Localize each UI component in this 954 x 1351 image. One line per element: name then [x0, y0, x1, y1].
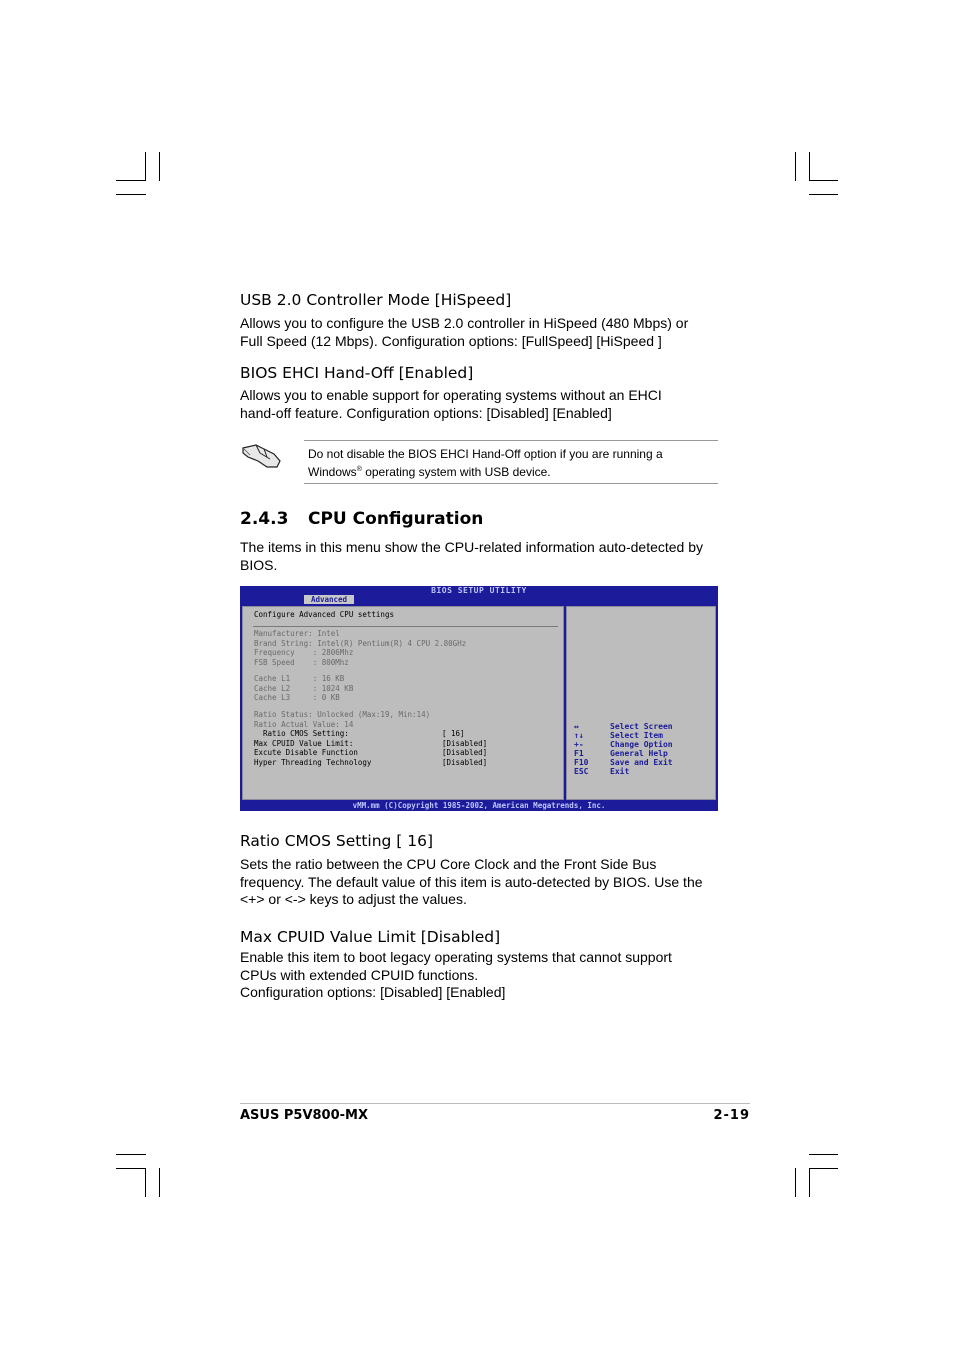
- crop-mark: [809, 1168, 838, 1169]
- key-arrows-ud: ↑↓: [574, 731, 584, 740]
- bios-frequency: Frequency : 2806Mhz: [254, 648, 354, 658]
- bios-panel-heading: Configure Advanced CPU settings: [254, 610, 394, 619]
- crop-mark: [795, 1168, 796, 1197]
- note-hand-icon: [240, 440, 284, 470]
- bios-ratio-actual: Ratio Actual Value: 14: [254, 719, 354, 729]
- bios-execute-disable-value[interactable]: [Disabled]: [442, 748, 488, 758]
- crop-mark: [159, 1168, 160, 1197]
- max-cpuid-heading: Max CPUID Value Limit [Disabled]: [240, 928, 501, 946]
- key-arrows-lr: ↔: [574, 722, 579, 731]
- bios-brand-string: Brand String: Intel(R) Pentium(R) 4 CPU 2.80GHz: [254, 638, 467, 648]
- ratio-cmos-text: Sets the ratio between the CPU Core Clock and the Front Side Bus frequency. The default value of this item is auto-detected by BIOS. Use the <+> or <-> keys to adjust the values.: [240, 856, 703, 907]
- bios-ratio-cmos-value[interactable]: [ 16]: [442, 729, 465, 739]
- registered-mark: ®: [356, 466, 362, 473]
- bios-ehci-text: Allows you to enable support for operating systems without an EHCI hand-off feature. Configuration options: [Disabled] [Enabled]: [240, 387, 662, 421]
- bios-separator: [253, 626, 558, 627]
- section-number: 2.4.3: [240, 509, 289, 529]
- bios-screenshot: [240, 586, 718, 811]
- crop-mark: [809, 1168, 810, 1197]
- usb-controller-heading: USB 2.0 Controller Mode [HiSpeed]: [240, 291, 512, 309]
- bios-ratio-status: Ratio Status: Unlocked (Max:19, Min:14): [254, 710, 431, 719]
- bios-copyright: vMM.mm (C)Copyright 1985-2002, American Megatrends, Inc.: [352, 801, 606, 810]
- bios-execute-disable-label[interactable]: Excute Disable Function: [254, 748, 358, 758]
- bios-max-cpuid-value[interactable]: [Disabled]: [442, 738, 488, 748]
- footer-model: ASUS P5V800-MX: [240, 1108, 368, 1123]
- crop-mark: [809, 1154, 838, 1155]
- crop-mark: [159, 152, 160, 181]
- usb-controller-text: Allows you to configure the USB 2.0 controller in HiSpeed (480 Mbps) or Full Speed (12 Mbps). Configuration options: [FullSpeed] [HiSpeed ]: [240, 315, 689, 349]
- bios-key-descriptions: Select Screen Select Item Change Option General Help Save and Exit Exit: [610, 722, 673, 776]
- bios-help-panel: [566, 606, 716, 800]
- bios-fsb-speed: FSB Speed : 800Mhz: [254, 657, 349, 667]
- crop-mark: [809, 180, 838, 181]
- note-box: [304, 440, 718, 484]
- bios-manufacturer: Manufacturer: Intel: [254, 629, 340, 638]
- bios-title: BIOS SETUP UTILITY: [431, 586, 527, 595]
- key-esc: ESC: [574, 767, 589, 776]
- key-plus-minus: +-: [574, 740, 584, 749]
- bios-max-cpuid-label[interactable]: Max CPUID Value Limit:: [254, 738, 354, 748]
- crop-mark: [116, 1168, 146, 1169]
- bios-hyper-threading-value[interactable]: [Disabled]: [442, 758, 488, 767]
- footer-page-number: 2-19: [713, 1108, 750, 1123]
- crop-mark: [795, 152, 796, 181]
- key-f1: F1: [574, 749, 584, 758]
- bios-main-panel: [242, 606, 564, 800]
- note-text: Do not disable the BIOS EHCI Hand-Off option if you are running a Windows® operating system with USB device.: [308, 447, 663, 479]
- cpu-config-text: The items in this menu show the CPU-related information auto-detected by BIOS.: [240, 539, 704, 573]
- crop-mark: [145, 152, 146, 181]
- max-cpuid-text: Enable this item to boot legacy operating systems that cannot support CPUs with extended CPUID functions. Configuration options: [Disabled] [Enabled]: [240, 949, 672, 1000]
- crop-mark: [116, 194, 146, 195]
- bios-cache-l1: Cache L1 : 16 KB: [254, 674, 345, 683]
- bios-cache-l3: Cache L3 : 0 KB: [254, 693, 340, 703]
- ratio-cmos-heading: Ratio CMOS Setting [ 16]: [240, 832, 434, 850]
- crop-mark: [116, 1154, 146, 1155]
- windows-word: Windows: [308, 465, 357, 479]
- bios-key-list: [574, 722, 588, 776]
- footer-rule: [240, 1103, 750, 1104]
- crop-mark: [809, 194, 838, 195]
- bios-tab-advanced[interactable]: Advanced: [304, 595, 354, 604]
- bios-hyper-threading-label[interactable]: Hyper Threading Technology: [254, 758, 372, 767]
- crop-mark: [116, 180, 146, 181]
- key-f10: F10: [574, 758, 589, 767]
- bios-ehci-heading: BIOS EHCI Hand-Off [Enabled]: [240, 364, 474, 382]
- crop-mark: [809, 152, 810, 181]
- crop-mark: [145, 1168, 146, 1197]
- bios-cache-l2: Cache L2 : 1024 KB: [254, 683, 354, 693]
- cpu-config-heading: 2.4.3 CPU Configuration: [240, 509, 484, 529]
- bios-ratio-cmos-label[interactable]: Ratio CMOS Setting:: [254, 729, 349, 739]
